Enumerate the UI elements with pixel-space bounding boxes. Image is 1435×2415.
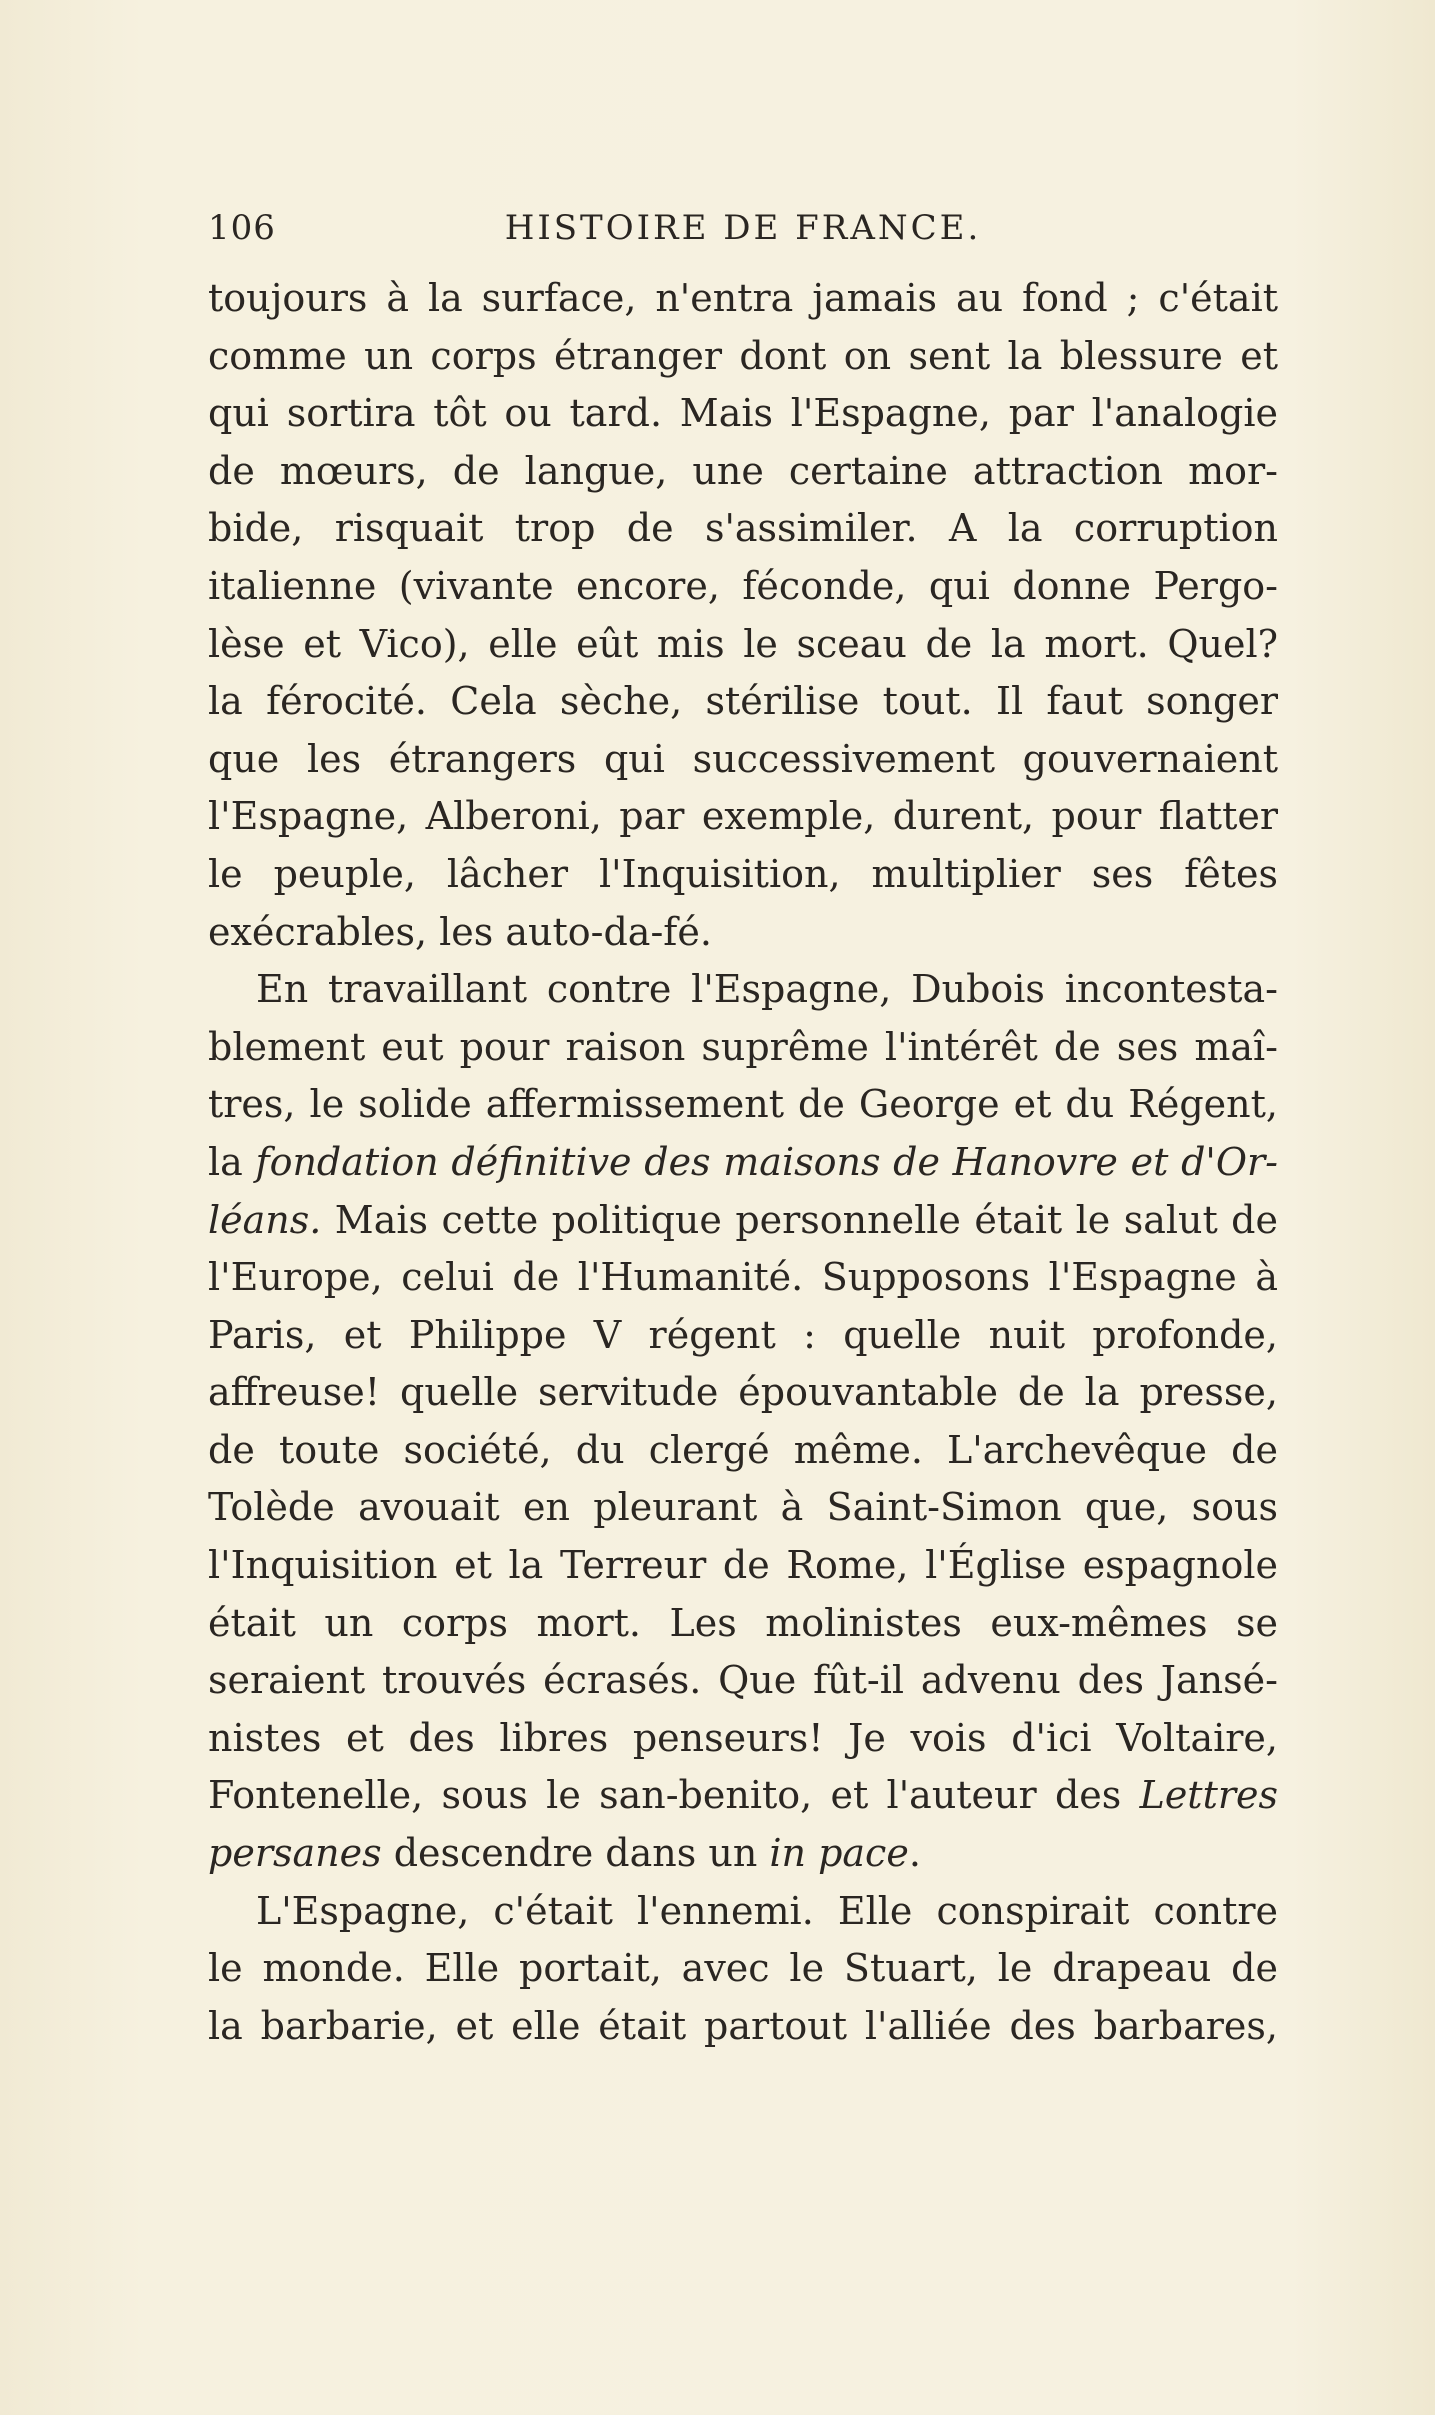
text-line: tres, le solide affermissement de George et du Régent, — [208, 1082, 1278, 1127]
text-line: toujours à la surface, n'entra jamais au fond ; c'était — [208, 276, 1278, 320]
text-line: était un corps mort. Les molinistes eux-mêmes se — [208, 1600, 1278, 1645]
text-line: l'Espagne, Alberoni, par exemple, durent, pour flatter — [208, 794, 1278, 839]
text-line: le monde. Elle portait, avec le Stuart, le drapeau de — [208, 1946, 1278, 1991]
text-italic: Lettres — [1139, 1773, 1278, 1818]
page-number: 106 — [208, 208, 276, 248]
text-line: qui sortira tôt ou tard. Mais l'Espagne, par l'analogie — [208, 391, 1278, 436]
text-line: blement eut pour raison suprême l'intérêt de ses maî- — [208, 1024, 1278, 1069]
running-title: HISTOIRE DE FRANCE. — [504, 208, 982, 248]
text-line: lèse et Vico), elle eût mis le sceau de la mort. Quel? — [208, 621, 1278, 666]
text-roman: Fontenelle, sous le san-benito, et l'auteur des — [208, 1773, 1140, 1818]
text-italic: fondation définitive des maisons de Hanovre et d'Or- — [255, 1139, 1278, 1184]
text-line: affreuse! quelle servitude épouvantable de la presse, — [208, 1370, 1278, 1415]
text-italic: persanes — [208, 1831, 382, 1876]
text-line — [208, 1134, 1278, 1192]
text-line: bide, risquait trop de s'assimiler. A la corruption — [208, 506, 1278, 551]
text-line: En travaillant contre l'Espagne, Dubois incontesta- — [256, 967, 1278, 1012]
text-line: que les étrangers qui successivement gouvernaient — [208, 736, 1278, 781]
text-line: italienne (vivante encore, féconde, qui donne Pergo- — [208, 563, 1278, 608]
page-header — [208, 208, 1278, 258]
text-roman: la — [208, 1139, 256, 1184]
text-line: l'Europe, celui de l'Humanité. Supposons l'Espagne à — [208, 1255, 1278, 1300]
text-line: seraient trouvés écrasés. Que fût-il advenu des Jansé- — [208, 1658, 1278, 1703]
text-line: l'Inquisition et la Terreur de Rome, l'Église espagnole — [208, 1543, 1278, 1588]
text-italic: in pace — [769, 1831, 909, 1876]
text-roman: . — [908, 1831, 921, 1876]
text-line: de mœurs, de langue, une certaine attraction mor- — [208, 448, 1278, 493]
text-roman: Mais cette politique personnelle était le salut de — [321, 1197, 1278, 1242]
text-line — [208, 1767, 1278, 1825]
text-line: comme un corps étranger dont on sent la blessure et — [208, 333, 1278, 378]
text-line: de toute société, du clergé même. L'archevêque de — [208, 1427, 1278, 1472]
body-text — [208, 270, 1278, 2055]
text-line: nistes et des libres penseurs! Je vois d'ici Voltaire, — [208, 1715, 1278, 1760]
text-line: Paris, et Philippe V régent : quelle nuit profonde, — [208, 1312, 1278, 1357]
text-line: la barbarie, et elle était partout l'alliée des barbares, — [208, 2003, 1278, 2048]
text-line: Tolède avouait en pleurant à Saint-Simon que, sous — [208, 1485, 1278, 1530]
text-line — [208, 1192, 1278, 1250]
text-line: exécrables, les auto-da-fé. — [208, 909, 712, 954]
text-line: la férocité. Cela sèche, stérilise tout. Il faut songer — [208, 679, 1278, 724]
text-italic: léans. — [208, 1197, 322, 1242]
text-line: L'Espagne, c'était l'ennemi. Elle conspirait contre — [256, 1888, 1278, 1933]
text-roman: descendre dans un — [381, 1831, 770, 1876]
text-line: le peuple, lâcher l'Inquisition, multiplier ses fêtes — [208, 851, 1278, 896]
text-line — [208, 1825, 1278, 1883]
